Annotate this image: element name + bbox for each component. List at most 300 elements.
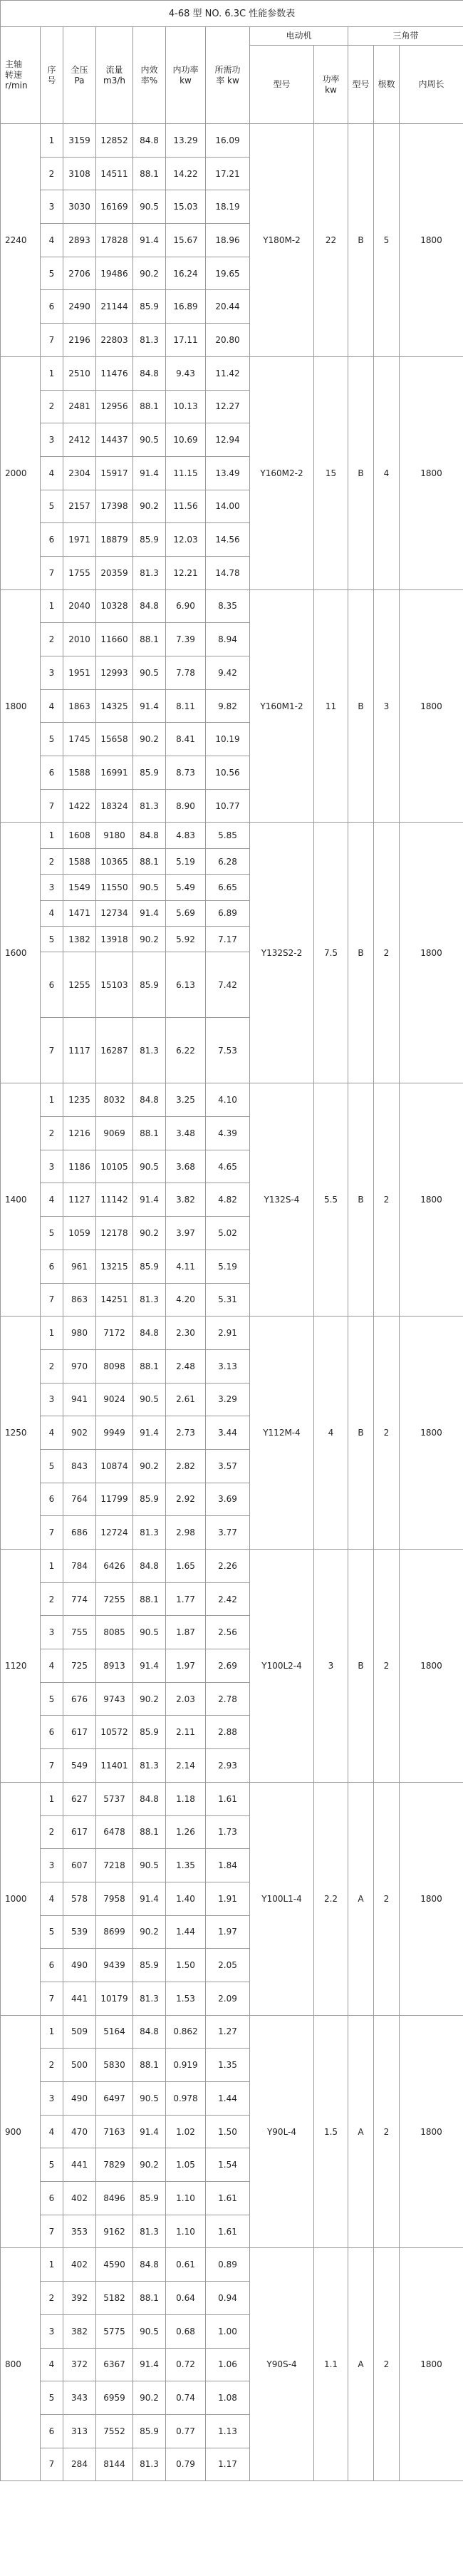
internal-power-cell: 15.03: [166, 190, 206, 224]
required-power-cell: 0.89: [206, 2248, 250, 2282]
flow-cell: 7163: [96, 2115, 133, 2148]
pressure-cell: 2412: [63, 423, 96, 457]
efficiency-cell: 90.5: [133, 190, 166, 224]
header-motor-power: 功率 kw: [314, 46, 348, 124]
required-power-cell: 20.80: [206, 324, 250, 357]
efficiency-cell: 88.1: [133, 623, 166, 656]
efficiency-cell: 91.4: [133, 2348, 166, 2381]
flow-cell: 5164: [96, 2015, 133, 2049]
efficiency-cell: 85.9: [133, 952, 166, 1018]
flow-cell: 9069: [96, 1117, 133, 1150]
seq-cell: 4: [41, 2348, 63, 2381]
pressure-cell: 1549: [63, 875, 96, 900]
efficiency-cell: 91.4: [133, 2115, 166, 2148]
belt-length-cell: 1800: [400, 1317, 463, 1550]
required-power-cell: 9.42: [206, 656, 250, 690]
pressure-cell: 764: [63, 1483, 96, 1516]
required-power-cell: 4.65: [206, 1150, 250, 1183]
internal-power-cell: 4.11: [166, 1250, 206, 1283]
internal-power-cell: 3.97: [166, 1217, 206, 1250]
table-row: [1, 124, 463, 158]
flow-cell: 7958: [96, 1882, 133, 1915]
pressure-cell: 1235: [63, 1083, 96, 1117]
pressure-cell: 1216: [63, 1117, 96, 1150]
required-power-cell: 1.50: [206, 2115, 250, 2148]
required-power-cell: 2.42: [206, 1582, 250, 1616]
efficiency-cell: 88.1: [133, 390, 166, 423]
table-row: [1, 1317, 463, 1350]
flow-cell: 7829: [96, 2148, 133, 2182]
flow-cell: 9162: [96, 2215, 133, 2248]
required-power-cell: 2.91: [206, 1317, 250, 1350]
efficiency-cell: 88.1: [133, 1582, 166, 1616]
efficiency-cell: 88.1: [133, 2049, 166, 2082]
belt-length-cell: 1800: [400, 2015, 463, 2248]
motor-model-cell: Y160M1-2: [250, 589, 314, 823]
pressure-cell: 2893: [63, 224, 96, 257]
flow-cell: 18324: [96, 789, 133, 823]
efficiency-cell: 84.8: [133, 1782, 166, 1815]
required-power-cell: 2.26: [206, 1550, 250, 1583]
seq-cell: 1: [41, 589, 63, 623]
seq-cell: 4: [41, 456, 63, 490]
belt-count-cell: 2: [374, 823, 400, 1083]
pressure-cell: 902: [63, 1416, 96, 1450]
motor-model-cell: Y132S-4: [250, 1083, 314, 1317]
seq-cell: 3: [41, 2314, 63, 2348]
pressure-cell: 774: [63, 1582, 96, 1616]
seq-cell: 7: [41, 789, 63, 823]
required-power-cell: 8.94: [206, 623, 250, 656]
header-required-power: 所需功 率 kw: [206, 27, 250, 124]
flow-cell: 19486: [96, 257, 133, 290]
seq-cell: 6: [41, 1250, 63, 1283]
belt-count-cell: 2: [374, 2248, 400, 2481]
efficiency-cell: 91.4: [133, 1882, 166, 1915]
required-power-cell: 6.65: [206, 875, 250, 900]
flow-cell: 12852: [96, 124, 133, 158]
efficiency-cell: 84.8: [133, 823, 166, 848]
seq-cell: 3: [41, 2082, 63, 2116]
table-row: [1, 589, 463, 623]
internal-power-cell: 2.61: [166, 1383, 206, 1416]
flow-cell: 6959: [96, 2381, 133, 2415]
efficiency-cell: 84.8: [133, 2015, 166, 2049]
pressure-cell: 980: [63, 1317, 96, 1350]
internal-power-cell: 5.49: [166, 875, 206, 900]
required-power-cell: 2.88: [206, 1716, 250, 1749]
efficiency-cell: 88.1: [133, 1117, 166, 1150]
seq-cell: 6: [41, 2414, 63, 2448]
speed-cell: 1250: [1, 1317, 41, 1550]
table-row: [1, 823, 463, 848]
flow-cell: 5830: [96, 2049, 133, 2082]
flow-cell: 9949: [96, 1416, 133, 1450]
flow-cell: 12734: [96, 900, 133, 926]
belt-model-cell: A: [348, 1782, 374, 2015]
pressure-cell: 1127: [63, 1183, 96, 1217]
pressure-cell: 509: [63, 2015, 96, 2049]
flow-cell: 16287: [96, 1018, 133, 1083]
internal-power-cell: 16.89: [166, 290, 206, 324]
efficiency-cell: 85.9: [133, 1483, 166, 1516]
internal-power-cell: 1.97: [166, 1649, 206, 1683]
seq-cell: 1: [41, 356, 63, 390]
internal-power-cell: 11.15: [166, 456, 206, 490]
pressure-cell: 1471: [63, 900, 96, 926]
seq-cell: 1: [41, 1083, 63, 1117]
seq-cell: 3: [41, 875, 63, 900]
seq-cell: 4: [41, 1882, 63, 1915]
required-power-cell: 4.10: [206, 1083, 250, 1117]
pressure-cell: 2490: [63, 290, 96, 324]
speed-cell: 2000: [1, 356, 41, 589]
seq-cell: 4: [41, 1416, 63, 1450]
efficiency-cell: 91.4: [133, 1649, 166, 1683]
efficiency-cell: 84.8: [133, 589, 166, 623]
required-power-cell: 3.44: [206, 1416, 250, 1450]
pressure-cell: 755: [63, 1616, 96, 1649]
flow-cell: 9180: [96, 823, 133, 848]
motor-model-cell: Y112M-4: [250, 1317, 314, 1550]
internal-power-cell: 10.13: [166, 390, 206, 423]
flow-cell: 18879: [96, 523, 133, 557]
required-power-cell: 1.61: [206, 2215, 250, 2248]
required-power-cell: 13.49: [206, 456, 250, 490]
required-power-cell: 10.19: [206, 723, 250, 756]
internal-power-cell: 11.56: [166, 490, 206, 523]
motor-model-cell: Y100L1-4: [250, 1782, 314, 2015]
internal-power-cell: 1.65: [166, 1550, 206, 1583]
flow-cell: 8085: [96, 1616, 133, 1649]
seq-cell: 6: [41, 952, 63, 1018]
motor-power-cell: 7.5: [314, 823, 348, 1083]
belt-model-cell: B: [348, 356, 374, 589]
flow-cell: 11476: [96, 356, 133, 390]
flow-cell: 8913: [96, 1649, 133, 1683]
internal-power-cell: 3.68: [166, 1150, 206, 1183]
header-internal-power: 内功率 kw: [166, 27, 206, 124]
motor-power-cell: 22: [314, 124, 348, 357]
seq-cell: 4: [41, 2115, 63, 2148]
efficiency-cell: 84.8: [133, 124, 166, 158]
flow-cell: 8098: [96, 1349, 133, 1383]
pressure-cell: 617: [63, 1716, 96, 1749]
required-power-cell: 1.97: [206, 1915, 250, 1949]
seq-cell: 5: [41, 723, 63, 756]
internal-power-cell: 2.11: [166, 1716, 206, 1749]
motor-model-cell: Y160M2-2: [250, 356, 314, 589]
pressure-cell: 863: [63, 1283, 96, 1317]
pressure-cell: 441: [63, 1982, 96, 2015]
efficiency-cell: 90.2: [133, 257, 166, 290]
efficiency-cell: 90.2: [133, 927, 166, 952]
flow-cell: 12956: [96, 390, 133, 423]
seq-cell: 2: [41, 848, 63, 874]
belt-count-cell: 4: [374, 356, 400, 589]
internal-power-cell: 0.919: [166, 2049, 206, 2082]
internal-power-cell: 2.30: [166, 1317, 206, 1350]
required-power-cell: 16.09: [206, 124, 250, 158]
internal-power-cell: 0.61: [166, 2248, 206, 2282]
speed-cell: 2240: [1, 124, 41, 357]
internal-power-cell: 1.10: [166, 2182, 206, 2215]
required-power-cell: 1.91: [206, 1882, 250, 1915]
pressure-cell: 3030: [63, 190, 96, 224]
internal-power-cell: 1.18: [166, 1782, 206, 1815]
internal-power-cell: 0.68: [166, 2314, 206, 2348]
header-belt-count: 根数: [374, 46, 400, 124]
belt-length-cell: 1800: [400, 124, 463, 357]
required-power-cell: 2.69: [206, 1649, 250, 1683]
internal-power-cell: 0.72: [166, 2348, 206, 2381]
required-power-cell: 3.13: [206, 1349, 250, 1383]
seq-cell: 7: [41, 2448, 63, 2481]
efficiency-cell: 85.9: [133, 1250, 166, 1283]
required-power-cell: 2.09: [206, 1982, 250, 2015]
speed-cell: 1000: [1, 1782, 41, 2015]
pressure-cell: 1255: [63, 952, 96, 1018]
efficiency-cell: 90.2: [133, 1217, 166, 1250]
table-title: 4-68 型 NO. 6.3C 性能参数表: [1, 1, 463, 27]
pressure-cell: 284: [63, 2448, 96, 2481]
efficiency-cell: 81.3: [133, 1516, 166, 1550]
efficiency-cell: 85.9: [133, 2182, 166, 2215]
belt-model-cell: B: [348, 823, 374, 1083]
header-efficiency: 内效 率%: [133, 27, 166, 124]
belt-model-cell: A: [348, 2248, 374, 2481]
flow-cell: 11142: [96, 1183, 133, 1217]
header-flow: 流量 m3/h: [96, 27, 133, 124]
pressure-cell: 2510: [63, 356, 96, 390]
efficiency-cell: 91.4: [133, 1183, 166, 1217]
internal-power-cell: 1.05: [166, 2148, 206, 2182]
efficiency-cell: 91.4: [133, 456, 166, 490]
required-power-cell: 4.82: [206, 1183, 250, 1217]
flow-cell: 11550: [96, 875, 133, 900]
internal-power-cell: 12.21: [166, 556, 206, 589]
motor-model-cell: Y132S2-2: [250, 823, 314, 1083]
efficiency-cell: 88.1: [133, 1349, 166, 1383]
required-power-cell: 2.93: [206, 1749, 250, 1783]
flow-cell: 12178: [96, 1217, 133, 1250]
belt-model-cell: B: [348, 1317, 374, 1550]
seq-cell: 2: [41, 1582, 63, 1616]
seq-cell: 7: [41, 1982, 63, 2015]
required-power-cell: 1.35: [206, 2049, 250, 2082]
required-power-cell: 1.00: [206, 2314, 250, 2348]
efficiency-cell: 90.2: [133, 490, 166, 523]
belt-count-cell: 2: [374, 1083, 400, 1317]
pressure-cell: 627: [63, 1782, 96, 1815]
motor-model-cell: Y90L-4: [250, 2015, 314, 2248]
flow-cell: 15917: [96, 456, 133, 490]
seq-cell: 3: [41, 1383, 63, 1416]
internal-power-cell: 3.82: [166, 1183, 206, 1217]
motor-power-cell: 2.2: [314, 1782, 348, 2015]
pressure-cell: 686: [63, 1516, 96, 1550]
efficiency-cell: 88.1: [133, 848, 166, 874]
flow-cell: 21144: [96, 290, 133, 324]
internal-power-cell: 8.73: [166, 756, 206, 790]
efficiency-cell: 91.4: [133, 900, 166, 926]
required-power-cell: 6.28: [206, 848, 250, 874]
belt-length-cell: 1800: [400, 823, 463, 1083]
pressure-cell: 490: [63, 2082, 96, 2116]
required-power-cell: 8.35: [206, 589, 250, 623]
required-power-cell: 3.69: [206, 1483, 250, 1516]
internal-power-cell: 2.03: [166, 1682, 206, 1716]
efficiency-cell: 88.1: [133, 2282, 166, 2315]
flow-cell: 12724: [96, 1516, 133, 1550]
required-power-cell: 3.77: [206, 1516, 250, 1550]
pressure-cell: 676: [63, 1682, 96, 1716]
required-power-cell: 6.89: [206, 900, 250, 926]
belt-count-cell: 2: [374, 1782, 400, 2015]
table-row: [1, 1083, 463, 1117]
seq-cell: 7: [41, 1018, 63, 1083]
internal-power-cell: 2.14: [166, 1749, 206, 1783]
belt-length-cell: 1800: [400, 1782, 463, 2015]
motor-model-cell: Y100L2-4: [250, 1550, 314, 1783]
motor-power-cell: 1.5: [314, 2015, 348, 2248]
internal-power-cell: 5.92: [166, 927, 206, 952]
motor-power-cell: 5.5: [314, 1083, 348, 1317]
efficiency-cell: 90.5: [133, 656, 166, 690]
required-power-cell: 14.56: [206, 523, 250, 557]
efficiency-cell: 90.2: [133, 2148, 166, 2182]
flow-cell: 11799: [96, 1483, 133, 1516]
required-power-cell: 12.94: [206, 423, 250, 457]
pressure-cell: 402: [63, 2248, 96, 2282]
efficiency-cell: 90.2: [133, 1915, 166, 1949]
efficiency-cell: 81.3: [133, 2448, 166, 2481]
pressure-cell: 1588: [63, 848, 96, 874]
required-power-cell: 10.77: [206, 789, 250, 823]
seq-cell: 2: [41, 1349, 63, 1383]
efficiency-cell: 81.3: [133, 1982, 166, 2015]
seq-cell: 2: [41, 623, 63, 656]
speed-cell: 800: [1, 2248, 41, 2481]
required-power-cell: 1.73: [206, 1815, 250, 1849]
flow-cell: 10179: [96, 1982, 133, 2015]
required-power-cell: 1.61: [206, 2182, 250, 2215]
seq-cell: 1: [41, 2015, 63, 2049]
belt-count-cell: 3: [374, 589, 400, 823]
flow-cell: 5182: [96, 2282, 133, 2315]
pressure-cell: 539: [63, 1915, 96, 1949]
flow-cell: 8496: [96, 2182, 133, 2215]
pressure-cell: 3108: [63, 157, 96, 190]
internal-power-cell: 1.02: [166, 2115, 206, 2148]
pressure-cell: 470: [63, 2115, 96, 2148]
internal-power-cell: 8.11: [166, 689, 206, 723]
seq-cell: 1: [41, 1317, 63, 1350]
required-power-cell: 18.96: [206, 224, 250, 257]
seq-cell: 3: [41, 190, 63, 224]
required-power-cell: 1.08: [206, 2381, 250, 2415]
efficiency-cell: 81.3: [133, 1018, 166, 1083]
flow-cell: 8144: [96, 2448, 133, 2481]
flow-cell: 7255: [96, 1582, 133, 1616]
required-power-cell: 12.27: [206, 390, 250, 423]
pressure-cell: 843: [63, 1449, 96, 1483]
flow-cell: 9439: [96, 1949, 133, 1982]
pressure-cell: 2481: [63, 390, 96, 423]
seq-cell: 3: [41, 423, 63, 457]
pressure-cell: 2157: [63, 490, 96, 523]
seq-cell: 6: [41, 1483, 63, 1516]
required-power-cell: 7.42: [206, 952, 250, 1018]
seq-cell: 3: [41, 656, 63, 690]
pressure-cell: 343: [63, 2381, 96, 2415]
internal-power-cell: 13.29: [166, 124, 206, 158]
internal-power-cell: 2.48: [166, 1349, 206, 1383]
efficiency-cell: 88.1: [133, 157, 166, 190]
seq-cell: 2: [41, 1117, 63, 1150]
flow-cell: 5775: [96, 2314, 133, 2348]
motor-power-cell: 4: [314, 1317, 348, 1550]
internal-power-cell: 0.79: [166, 2448, 206, 2481]
pressure-cell: 725: [63, 1649, 96, 1683]
seq-cell: 6: [41, 1716, 63, 1749]
internal-power-cell: 5.19: [166, 848, 206, 874]
flow-cell: 10105: [96, 1150, 133, 1183]
pressure-cell: 970: [63, 1349, 96, 1383]
belt-model-cell: B: [348, 1550, 374, 1783]
flow-cell: 15658: [96, 723, 133, 756]
table-row: [1, 1550, 463, 1583]
flow-cell: 9024: [96, 1383, 133, 1416]
flow-cell: 10328: [96, 589, 133, 623]
efficiency-cell: 90.5: [133, 2082, 166, 2116]
required-power-cell: 9.82: [206, 689, 250, 723]
efficiency-cell: 88.1: [133, 1815, 166, 1849]
table-row: [1, 2015, 463, 2049]
belt-model-cell: B: [348, 1083, 374, 1317]
seq-cell: 6: [41, 290, 63, 324]
efficiency-cell: 81.3: [133, 556, 166, 589]
internal-power-cell: 1.87: [166, 1616, 206, 1649]
seq-cell: 2: [41, 1815, 63, 1849]
efficiency-cell: 90.5: [133, 423, 166, 457]
pressure-cell: 1951: [63, 656, 96, 690]
internal-power-cell: 0.77: [166, 2414, 206, 2448]
pressure-cell: 441: [63, 2148, 96, 2182]
internal-power-cell: 4.20: [166, 1283, 206, 1317]
seq-cell: 5: [41, 1682, 63, 1716]
pressure-cell: 402: [63, 2182, 96, 2215]
seq-cell: 3: [41, 1616, 63, 1649]
seq-cell: 1: [41, 1550, 63, 1583]
pressure-cell: 1186: [63, 1150, 96, 1183]
internal-power-cell: 8.41: [166, 723, 206, 756]
header-seq: 序 号: [41, 27, 63, 124]
header-belt-group: 三角带: [348, 27, 463, 46]
pressure-cell: 3159: [63, 124, 96, 158]
seq-cell: 4: [41, 1183, 63, 1217]
seq-cell: 5: [41, 2381, 63, 2415]
belt-length-cell: 1800: [400, 356, 463, 589]
required-power-cell: 7.17: [206, 927, 250, 952]
pressure-cell: 372: [63, 2348, 96, 2381]
belt-length-cell: 1800: [400, 589, 463, 823]
required-power-cell: 0.94: [206, 2282, 250, 2315]
internal-power-cell: 17.11: [166, 324, 206, 357]
internal-power-cell: 16.24: [166, 257, 206, 290]
pressure-cell: 1588: [63, 756, 96, 790]
required-power-cell: 2.78: [206, 1682, 250, 1716]
